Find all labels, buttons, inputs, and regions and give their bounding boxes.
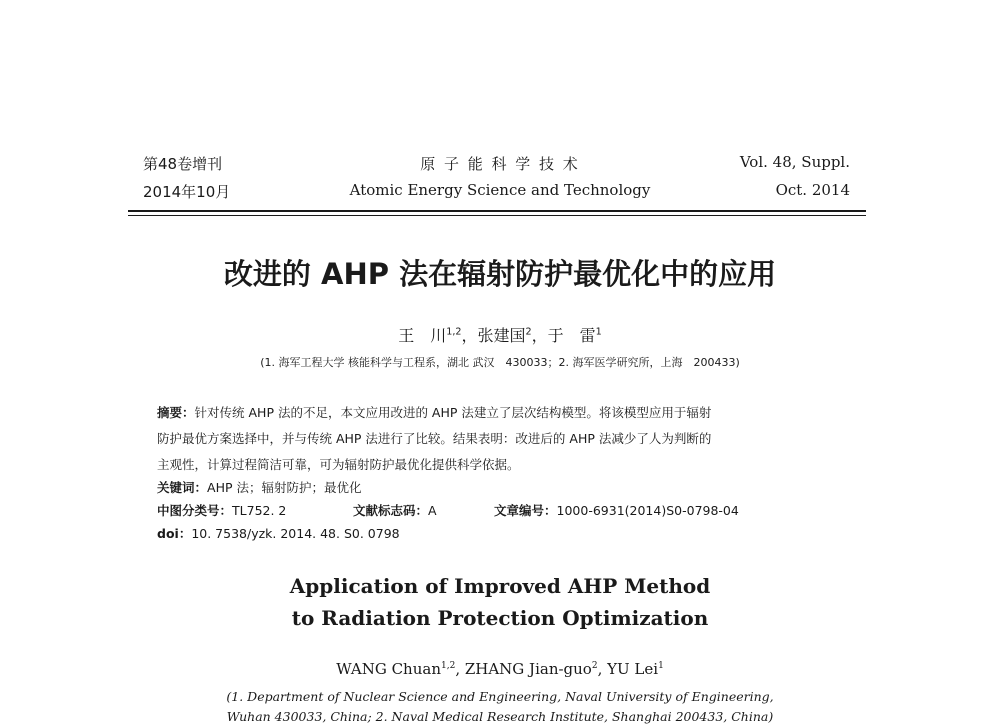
affiliation-en-line-2: Wuhan 430033, China; 2. Naval Medical Research Institute, Shanghai 200433, China) xyxy=(226,709,774,724)
author-en-3: , YU Lei xyxy=(597,660,659,678)
author-cn-3-affil: 1 xyxy=(595,326,602,338)
keywords-value: AHP 法；辐射防护；最优化 xyxy=(207,480,362,495)
doi-value: 10. 7538/yzk. 2014. 48. S0. 0798 xyxy=(191,526,400,541)
header-date-cn: 2014年10月 xyxy=(143,183,231,201)
document-code-value: A xyxy=(428,503,437,518)
document-code xyxy=(353,501,437,519)
clc-number xyxy=(157,501,286,519)
header-volume-cn: 第48卷增刊 xyxy=(143,155,223,173)
author-en-2: , ZHANG Jian-guo xyxy=(455,660,592,678)
header-journal-en: Atomic Energy Science and Technology xyxy=(349,181,651,199)
article-number xyxy=(494,501,739,519)
authors-cn xyxy=(0,323,1000,346)
author-cn-2: ，张建国 xyxy=(461,326,526,345)
author-en-1: WANG Chuan xyxy=(336,660,441,678)
affiliation-cn: (1. 海军工程大学 核能科学与工程系，湖北 武汉 430033；2. 海军医学研究所，上海 200433) xyxy=(260,356,740,369)
doi-label: doi： xyxy=(157,526,192,541)
article-number-label: 文章编号： xyxy=(494,503,557,518)
author-cn-2-affil: 2 xyxy=(525,326,532,338)
header-journal-cn: 原 子 能 科 学 技 术 xyxy=(420,155,580,173)
abstract-line-2: 防护最优方案选择中，并与传统 AHP 法进行了比较。结果表明：改进后的 AHP 法减少了人为判断的 xyxy=(157,431,712,446)
keywords xyxy=(157,478,361,496)
author-cn-3: ，于 雷 xyxy=(531,326,596,345)
clc-value: TL752. 2 xyxy=(232,503,287,518)
author-en-2-affil: 2 xyxy=(591,661,598,671)
author-cn-1-affil: 1,2 xyxy=(446,326,462,338)
affiliation-en-line-1: (1. Department of Nuclear Science and Engineering, Naval University of Engineering, xyxy=(226,689,774,704)
doi xyxy=(157,524,400,542)
abstract-label: 摘要： xyxy=(157,405,195,420)
author-cn-1: 王 川 xyxy=(398,326,447,345)
title-cn: 改进的 AHP 法在辐射防护最优化中的应用 xyxy=(223,257,777,291)
keywords-label: 关键词： xyxy=(157,480,208,495)
abstract-text-1: 针对传统 AHP 法的不足，本文应用改进的 AHP 法建立了层次结构模型。将该模型应用于辐射 xyxy=(194,405,712,420)
title-en-line-1: Application of Improved AHP Method xyxy=(289,574,711,598)
header-rule-thick xyxy=(128,210,866,212)
author-en-3-affil: 1 xyxy=(658,661,664,671)
title-en-line-2: to Radiation Protection Optimization xyxy=(291,606,709,630)
header-rule-thin xyxy=(128,215,866,216)
document-code-label: 文献标志码： xyxy=(353,503,429,518)
article-number-value: 1000-6931(2014)S0-0798-04 xyxy=(556,503,739,518)
author-en-1-affil: 1,2 xyxy=(440,661,456,671)
abstract-line-1 xyxy=(157,403,711,421)
header-volume-en: Vol. 48, Suppl. xyxy=(739,153,850,171)
abstract-line-3: 主观性，计算过程简洁可靠，可为辐射防护最优化提供科学依据。 xyxy=(157,457,520,472)
authors-en xyxy=(0,660,1000,678)
header-date-en: Oct. 2014 xyxy=(775,181,850,199)
clc-label: 中图分类号： xyxy=(157,503,233,518)
